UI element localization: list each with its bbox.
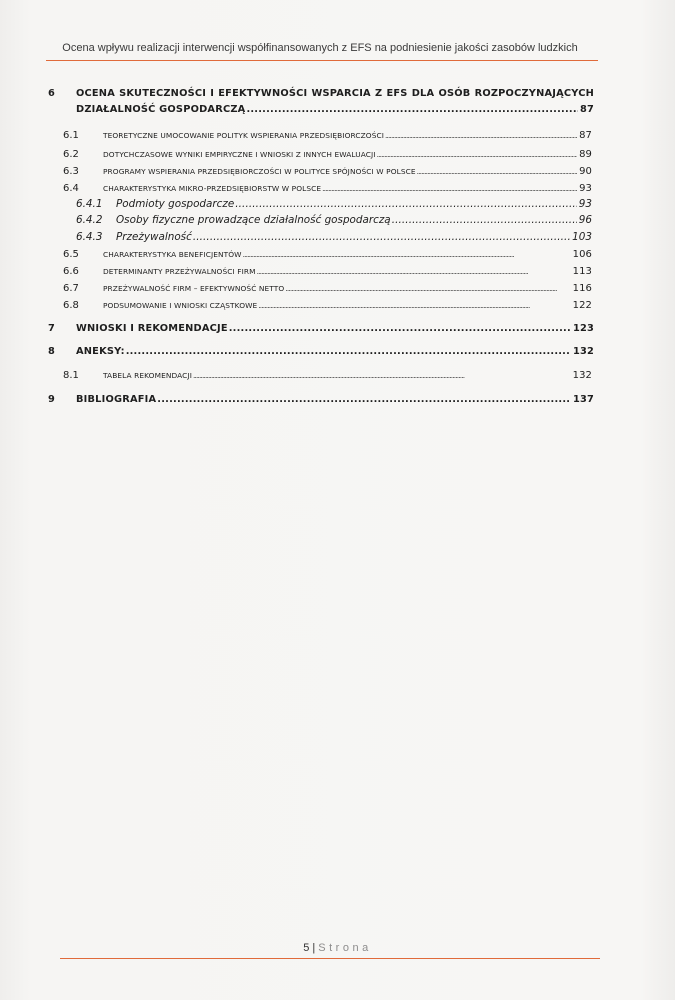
toc-chapter-9[interactable] — [48, 394, 594, 405]
toc-leader-dots — [385, 131, 577, 140]
toc-section-6-1[interactable] — [63, 130, 592, 141]
toc-leader-dots — [193, 371, 571, 380]
toc-number: 6.4.3 — [76, 231, 103, 243]
toc-section-8-1[interactable] — [63, 370, 592, 381]
toc-page-number: 90 — [579, 166, 592, 177]
toc-title: DETERMINANTY PRZEŻYWALNOŚCI FIRM — [103, 267, 256, 276]
toc-leader-dots — [229, 323, 571, 334]
toc-leader-dots — [235, 198, 577, 210]
toc-page-number: 113 — [572, 266, 592, 277]
toc-title: DZIAŁALNOŚĆ GOSPODARCZĄ — [76, 104, 246, 115]
toc-number: 6.4.1 — [76, 198, 103, 210]
toc-title: Przeżywalność — [116, 231, 192, 243]
toc-number: 7 — [48, 323, 56, 334]
toc-section-6-8[interactable] — [63, 300, 592, 311]
toc-number: 9 — [48, 394, 56, 405]
toc-page-number: 89 — [579, 149, 592, 160]
toc-section-6-3[interactable] — [63, 166, 592, 177]
toc-title: BIBLIOGRAFIA — [76, 394, 157, 405]
toc-subsection-6-4-3[interactable] — [76, 231, 592, 243]
toc-title: ANEKSY: — [76, 346, 125, 357]
toc-leader-dots — [157, 394, 571, 405]
toc-page-number: 137 — [572, 394, 594, 405]
toc-number: 6.3 — [63, 166, 79, 177]
toc-chapter-6[interactable] — [76, 104, 594, 115]
toc-number: 6.7 — [63, 283, 79, 294]
toc-leader-dots — [322, 184, 577, 193]
toc-number: 8.1 — [63, 370, 79, 381]
footer-rule — [60, 958, 600, 959]
toc-title: PROGRAMY WSPIERANIA PRZEDSIĘBIORCZOŚCI W POLITYCE SPÓJNOŚCI W POLSCE — [103, 167, 416, 176]
toc-page-number: 87 — [579, 130, 592, 141]
footer-page-number: 5 — [303, 942, 310, 954]
toc-title: DOTYCHCZASOWE WYNIKI EMPIRYCZNE I WNIOSKI Z INNYCH EWALUACJI — [103, 150, 376, 159]
toc-leader-dots — [377, 150, 577, 159]
toc-page-number: 96 — [578, 214, 592, 226]
toc-leader-dots — [243, 250, 571, 259]
toc-title: TABELA REKOMENDACJI — [103, 371, 192, 380]
toc-title: PODSUMOWANIE I WNIOSKI CZĄSTKOWE — [103, 301, 258, 310]
toc-number: 6.1 — [63, 130, 79, 141]
toc-leader-dots — [257, 267, 571, 276]
toc-page-number: 103 — [572, 231, 592, 243]
toc-section-6-7[interactable] — [63, 283, 592, 294]
toc-number: 6.4 — [63, 183, 79, 194]
toc-title-line1[interactable]: OCENA SKUTECZNOŚCI I EFEKTYWNOŚCI WSPARCIA Z EFS DLA OSÓB ROZPOCZYNAJĄCYCH — [76, 88, 594, 99]
toc-page-number: 106 — [572, 249, 592, 260]
toc-leader-dots — [258, 301, 570, 310]
toc-chapter-8[interactable] — [48, 346, 594, 357]
toc-section-6-4[interactable] — [63, 183, 592, 194]
toc-title: TEORETYCZNE UMOCOWANIE POLITYK WSPIERANIA PRZEDSIĘBIORCZOŚCI — [103, 131, 385, 140]
toc-title: Podmioty gospodarcze — [116, 198, 235, 210]
toc-leader-dots — [392, 214, 577, 226]
toc-page-number: 132 — [572, 346, 594, 357]
toc-number: 6 — [48, 88, 56, 99]
footer-separator: | — [312, 942, 316, 954]
running-header: Ocena wpływu realizacji interwencji współfinansowanych z EFS na podniesienie jakości zasobów ludzkich — [62, 42, 578, 54]
toc-leader-dots — [285, 284, 570, 293]
toc-section-6-5[interactable] — [63, 249, 592, 260]
toc-leader-dots — [126, 346, 571, 357]
toc-page-number: 93 — [578, 198, 592, 210]
toc-leader-dots — [246, 104, 578, 115]
toc-page-number: 123 — [572, 323, 594, 334]
toc-leader-dots — [193, 231, 570, 243]
toc-page-number: 132 — [572, 370, 592, 381]
toc-number: 8 — [48, 346, 56, 357]
page-footer — [0, 942, 675, 954]
toc-title: Osoby fizyczne prowadzące działalność gospodarczą — [116, 214, 391, 226]
toc-page-number: 93 — [579, 183, 592, 194]
toc-title: CHARAKTERYSTYKA BENEFICJENTÓW — [103, 250, 242, 259]
toc-page-number: 122 — [572, 300, 592, 311]
toc-number: 6.5 — [63, 249, 79, 260]
toc-chapter-7[interactable] — [48, 323, 594, 334]
toc-number: 6.8 — [63, 300, 79, 311]
toc-page-number: 116 — [572, 283, 592, 294]
toc-subsection-6-4-2[interactable] — [76, 214, 592, 226]
toc-number: 6.4.2 — [76, 214, 103, 226]
toc-title: PRZEŻYWALNOŚĆ FIRM – EFEKTYWNOŚĆ NETTO — [103, 284, 285, 293]
footer-label: Strona — [318, 942, 372, 954]
toc-leader-dots — [417, 167, 577, 176]
toc-page-number: 87 — [579, 104, 594, 115]
header-rule — [46, 60, 598, 61]
toc-number: 6.6 — [63, 266, 79, 277]
toc-section-6-2[interactable] — [63, 149, 592, 160]
toc-subsection-6-4-1[interactable] — [76, 198, 592, 210]
toc-number: 6.2 — [63, 149, 79, 160]
toc-title: WNIOSKI I REKOMENDACJE — [76, 323, 228, 334]
toc-title: CHARAKTERYSTYKA MIKRO-PRZEDSIĘBIORSTW W POLSCE — [103, 184, 322, 193]
toc-section-6-6[interactable] — [63, 266, 592, 277]
